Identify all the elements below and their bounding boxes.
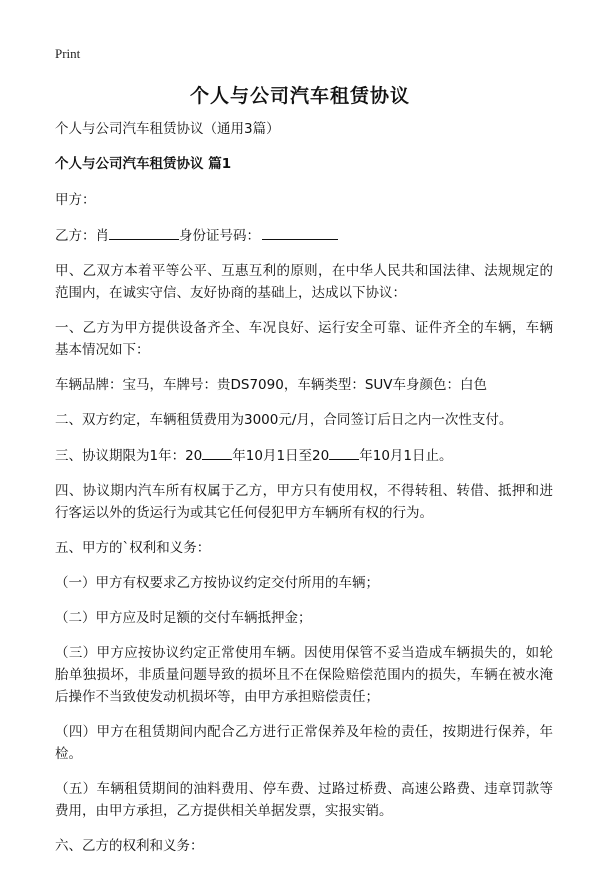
intro-paragraph: 甲、乙双方本着平等公平、互惠互利的原则，在中华人民共和国法律、法规规定的范围内，在诚实守信、友好协商的基础上，达成以下协议： <box>55 263 553 301</box>
party-b-id-blank <box>262 224 338 240</box>
party-a-line: 甲方： <box>55 192 96 208</box>
end-year-blank <box>329 444 359 460</box>
vehicle-info: 车辆品牌：宝马，车牌号：贵DS7090，车辆类型：SUV车身颜色：白色 <box>55 377 488 393</box>
clause-3-suffix: 年10月1日止。 <box>359 448 453 464</box>
clause-3-middle: 年10月1日至20 <box>232 448 330 464</box>
party-b-name-blank <box>109 224 179 240</box>
clause-4: 四、协议期内汽车所有权属于乙方，甲方只有使用权，不得转租、转借、抵押和进行客运以外的货运行为或其它任何侵犯甲方车辆所有权的行为。 <box>55 483 553 521</box>
document-body <box>55 118 553 870</box>
clause-5-item-1: （一）甲方有权要求乙方按协议约定交付所用的车辆； <box>55 575 379 591</box>
clause-3-prefix: 三、协议期限为1年：20 <box>55 448 203 464</box>
party-b-id-label: 身份证号码： <box>179 228 260 244</box>
party-b-line <box>55 224 553 247</box>
document-subtitle: 个人与公司汽车租赁协议（通用3篇） <box>55 121 280 137</box>
clause-5: 五、甲方的`权利和义务： <box>55 540 211 556</box>
clause-5-item-5: （五）车辆租赁期间的油料费用、停车费、过路过桥费、高速公路费、违章罚款等费用，由甲方承担，乙方提供相关单据发票，实报实销。 <box>55 781 553 819</box>
clause-6: 六、乙方的权利和义务： <box>55 838 204 854</box>
clause-2: 二、双方约定，车辆租赁费用为3000元/月，合同签订后日之内一次性支付。 <box>55 412 513 428</box>
clause-5-item-3: （三）甲方应按协议约定正常使用车辆。因使用保管不妥当造成车辆损失的，如轮胎单独损坏，非质量问题导致的损坏且不在保险赔偿范围内的损失，车辆在被水淹后操作不当致使发动机损坏等，由甲方承担赔偿责任； <box>55 645 553 705</box>
section-heading: 个人与公司汽车租赁协议 篇1 <box>55 156 232 172</box>
print-link[interactable]: Print <box>55 46 81 61</box>
clause-5-item-2: （二）甲方应及时足额的交付车辆抵押金； <box>55 610 312 626</box>
clause-3 <box>55 444 553 467</box>
document-title: 个人与公司汽车租赁协议 <box>189 85 410 107</box>
start-year-blank <box>202 444 232 460</box>
clause-1: 一、乙方为甲方提供设备齐全、车况良好、运行安全可靠、证件齐全的车辆，车辆基本情况如下： <box>55 320 553 358</box>
party-b-label: 乙方：肖 <box>55 228 109 244</box>
clause-5-item-4: （四）甲方在租赁期间内配合乙方进行正常保养及年检的责任，按期进行保养，年检。 <box>55 724 553 762</box>
